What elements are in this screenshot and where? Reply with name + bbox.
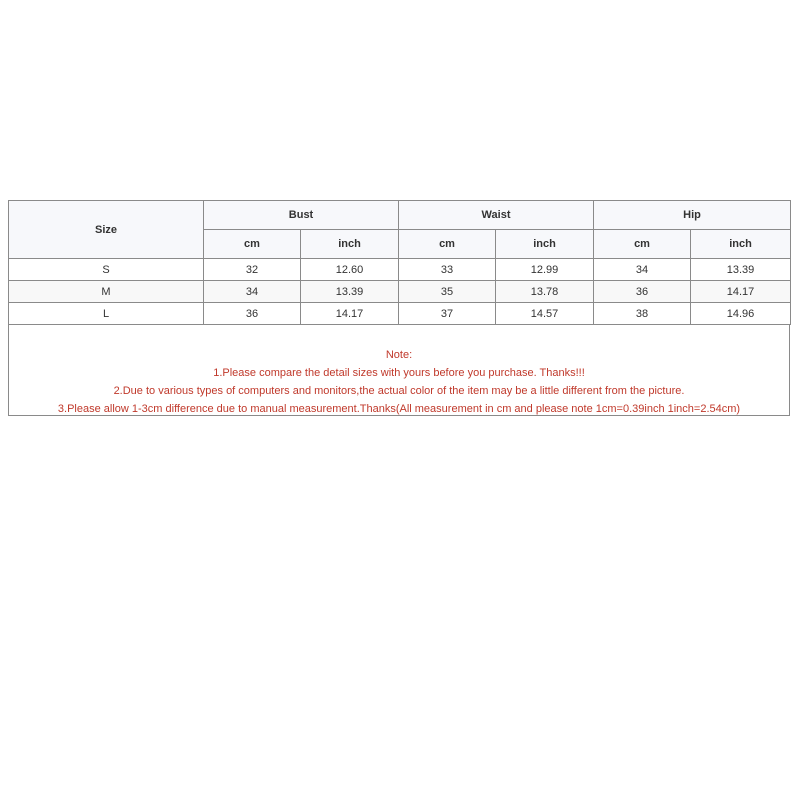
value-cell: 13.78 xyxy=(496,281,594,303)
bust-group-header: Bust xyxy=(204,201,399,230)
value-cell: 36 xyxy=(204,303,301,325)
unit-header: inch xyxy=(691,230,791,259)
value-cell: 34 xyxy=(594,259,691,281)
value-cell: 14.96 xyxy=(691,303,791,325)
notes-section xyxy=(8,325,790,416)
unit-header: cm xyxy=(594,230,691,259)
value-cell: 38 xyxy=(594,303,691,325)
value-cell: 33 xyxy=(399,259,496,281)
size-cell: S xyxy=(9,259,204,281)
waist-group-header: Waist xyxy=(399,201,594,230)
size-cell: L xyxy=(9,303,204,325)
value-cell: 13.39 xyxy=(301,281,399,303)
size-cell: M xyxy=(9,281,204,303)
group-header-row xyxy=(9,201,791,230)
value-cell: 14.17 xyxy=(691,281,791,303)
unit-header: cm xyxy=(204,230,301,259)
hip-group-header: Hip xyxy=(594,201,791,230)
table-row xyxy=(9,281,791,303)
value-cell: 13.39 xyxy=(691,259,791,281)
size-table xyxy=(8,200,791,325)
value-cell: 32 xyxy=(204,259,301,281)
note-line: 2.Due to various types of computers and monitors,the actual color of the item may be a little different from the picture. xyxy=(113,385,685,397)
value-cell: 34 xyxy=(204,281,301,303)
note-line: 1.Please compare the detail sizes with yours before you purchase. Thanks!!! xyxy=(213,367,585,379)
size-column-header: Size xyxy=(9,201,204,259)
value-cell: 36 xyxy=(594,281,691,303)
value-cell: 12.99 xyxy=(496,259,594,281)
table-row xyxy=(9,259,791,281)
table-row xyxy=(9,303,791,325)
value-cell: 14.17 xyxy=(301,303,399,325)
note-line: 3.Please allow 1-3cm difference due to manual measurement.Thanks(All measurement in cm and please note 1cm=0.39inch 1inch=2.54cm) xyxy=(57,403,741,415)
unit-header: cm xyxy=(399,230,496,259)
value-cell: 14.57 xyxy=(496,303,594,325)
value-cell: 37 xyxy=(399,303,496,325)
notes-title: Note: xyxy=(385,349,413,361)
value-cell: 35 xyxy=(399,281,496,303)
unit-header: inch xyxy=(301,230,399,259)
unit-header: inch xyxy=(496,230,594,259)
size-chart xyxy=(8,200,790,416)
value-cell: 12.60 xyxy=(301,259,399,281)
